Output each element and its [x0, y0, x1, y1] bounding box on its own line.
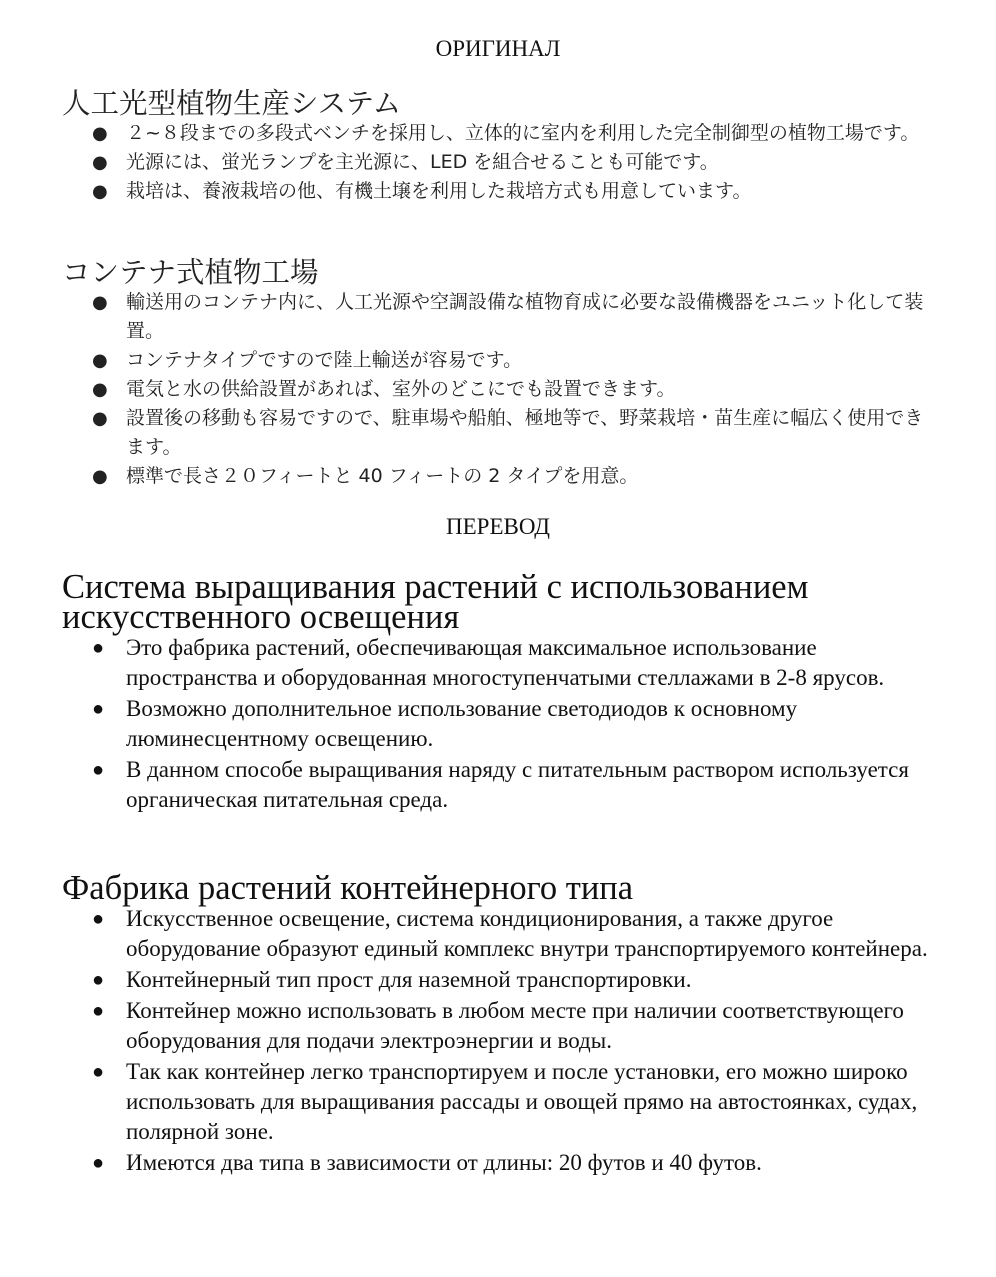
original-section-1-title: 人工光型植物生産システム	[62, 87, 402, 120]
list-item: ● Контейнерный тип прост для наземной транспортировки.	[62, 965, 932, 995]
bullet-icon: ●	[92, 637, 105, 659]
original-section-1-list	[62, 119, 932, 206]
list-item: ● Имеются два типа в зависимости от длины: 20 футов и 40 футов.	[62, 1148, 932, 1178]
original-heading: ОРИГИНАЛ	[435, 36, 561, 61]
bullet-icon: ●	[92, 123, 108, 144]
bullet-icon: ●	[92, 466, 108, 487]
bullet-icon: ●	[92, 292, 108, 313]
list-item: ● В данном способе выращивания наряду с питательным раствором используется органическая питательная среда.	[92, 757, 909, 812]
translation-section-2-list	[62, 904, 932, 1178]
translation-heading: ПЕРЕВОД	[446, 514, 550, 539]
list-item: ● Так как контейнер легко транспортируем и после установки, его можно широко использовать для выращивания рассады и овощей прямо на автостоянках, судах, полярной зоне.	[92, 1059, 918, 1144]
bullet-icon: ●	[92, 969, 105, 991]
original-section-1	[62, 89, 932, 206]
list-item: ● Возможно дополнительное использование светодиодов к основному люминесцентному освещению.	[92, 696, 798, 751]
bullet-icon: ●	[92, 408, 108, 429]
list-item: ● コンテナタイプですので陸上輸送が容易です。	[62, 346, 932, 375]
bullet-icon: ●	[92, 698, 105, 720]
bullet-icon: ●	[92, 379, 108, 400]
bullet-icon: ●	[92, 152, 108, 173]
original-section-2	[62, 258, 932, 491]
bullet-icon: ●	[92, 181, 108, 202]
translation-section-2-title: Фабрика растений контейнерного типа	[62, 869, 634, 907]
list-item: ● 電気と水の供給設置があれば、室外のどこにでも設置できます。	[62, 375, 932, 404]
bullet-icon: ●	[92, 1061, 105, 1083]
bullet-icon: ●	[92, 759, 105, 781]
list-item: ● ２~８段までの多段式ベンチを採用し、立体的に室内を利用した完全制御型の植物工場です。	[62, 119, 932, 148]
original-section-2-title: コンテナ式植物工場	[62, 256, 319, 289]
list-item: ● 設置後の移動も容易ですので、駐車場や船舶、極地等で、野菜栽培・苗生産に幅広く使用できます。	[62, 404, 932, 462]
bullet-icon: ●	[92, 1152, 105, 1174]
bullet-icon: ●	[92, 350, 108, 371]
bullet-icon: ●	[92, 908, 105, 930]
translation-section-1-title: Система выращивания растений с использованием искусственного освещения	[62, 568, 809, 636]
translation-section-1	[62, 568, 932, 815]
list-item: ● Искусственное освещение, система кондиционирования, а также другое оборудование образуют единый комплекс внутри транспортируемого контейнера.	[92, 906, 928, 961]
list-item: ● 輸送用のコンテナ内に、人工光源や空調設備な植物育成に必要な設備機器をユニット化して装置。	[62, 288, 932, 346]
list-item: ● 標準で長さ２０フィートと 40 フィートの 2 タイプを用意。	[62, 462, 932, 491]
original-section-2-list	[62, 288, 932, 491]
translation-section-1-list	[62, 633, 932, 815]
list-item: ● 栽培は、養液栽培の他、有機土壌を利用した栽培方式も用意しています。	[62, 177, 932, 206]
list-item: ● Контейнер можно использовать в любом месте при наличии соответствующего оборудования для подачи электроэнергии и воды.	[92, 998, 904, 1053]
translation-section-2	[62, 869, 932, 1178]
bullet-icon: ●	[92, 1000, 105, 1022]
list-item: ● Это фабрика растений, обеспечивающая максимальное использование пространства и оборудованная многоступенчатыми стеллажами в 2-8 ярусов.	[92, 635, 885, 690]
list-item: ● 光源には、蛍光ランプを主光源に、LED を組合せることも可能です。	[62, 148, 932, 177]
